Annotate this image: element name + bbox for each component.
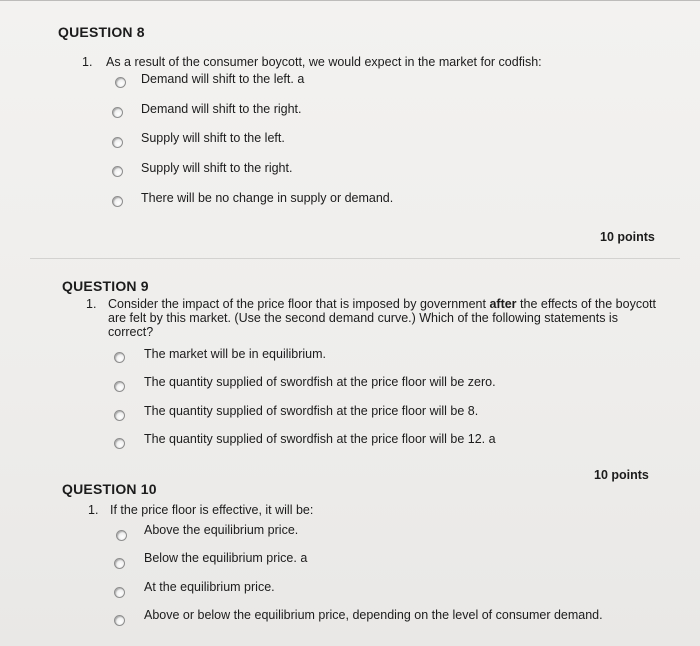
option-label: Above the equilibrium price. bbox=[144, 523, 299, 537]
radio-button[interactable] bbox=[114, 410, 125, 421]
radio-button[interactable] bbox=[114, 438, 125, 449]
question-9-text bbox=[108, 297, 668, 339]
question-9-text-line-1 bbox=[108, 297, 668, 311]
question-10-number: 1. bbox=[88, 503, 99, 517]
option-label: Below the equilibrium price. a bbox=[144, 551, 308, 565]
radio-button[interactable] bbox=[112, 107, 123, 118]
radio-button[interactable] bbox=[114, 352, 125, 363]
question-8-number: 1. bbox=[82, 55, 93, 69]
radio-button[interactable] bbox=[112, 166, 123, 177]
question-9-number: 1. bbox=[86, 297, 97, 311]
option-label: The quantity supplied of swordfish at the price floor will be zero. bbox=[144, 375, 496, 389]
option-label: At the equilibrium price. bbox=[144, 580, 275, 594]
radio-button[interactable] bbox=[114, 615, 125, 626]
emphasis-text: after bbox=[489, 297, 517, 311]
option-label: Supply will shift to the left. bbox=[141, 131, 285, 145]
option-label: The quantity supplied of swordfish at the price floor will be 12. a bbox=[144, 432, 496, 446]
radio-button[interactable] bbox=[115, 77, 126, 88]
question-9-text-line-2: are felt by this market. (Use the second demand curve.) Which of the following statements is bbox=[108, 311, 618, 325]
option-label: Demand will shift to the right. bbox=[141, 102, 302, 116]
option-label: The market will be in equilibrium. bbox=[144, 347, 327, 361]
option-label: The quantity supplied of swordfish at the price floor will be 8. bbox=[144, 404, 479, 418]
option-label: Supply will shift to the right. bbox=[141, 161, 293, 175]
question-8-points: 10 points bbox=[600, 230, 655, 244]
question-9-title: QUESTION 9 bbox=[62, 278, 149, 294]
text-segment: the effects of the boycott bbox=[516, 297, 656, 311]
radio-button[interactable] bbox=[114, 587, 125, 598]
top-border bbox=[0, 0, 700, 1]
radio-button[interactable] bbox=[112, 137, 123, 148]
question-10-text: If the price floor is effective, it will be: bbox=[110, 503, 314, 517]
radio-button[interactable] bbox=[116, 530, 127, 541]
question-10-title: QUESTION 10 bbox=[62, 481, 157, 497]
divider bbox=[30, 258, 680, 259]
option-label: Demand will shift to the left. a bbox=[141, 72, 305, 86]
question-8-title: QUESTION 8 bbox=[58, 24, 145, 40]
option-label: There will be no change in supply or demand. bbox=[141, 191, 394, 205]
text-segment: Consider the impact of the price floor that is imposed by government bbox=[108, 297, 490, 311]
question-8-text: As a result of the consumer boycott, we would expect in the market for codfish: bbox=[106, 55, 542, 69]
question-9-text-line-3: correct? bbox=[108, 325, 154, 339]
radio-button[interactable] bbox=[114, 558, 125, 569]
radio-button[interactable] bbox=[112, 196, 123, 207]
question-9-points: 10 points bbox=[594, 468, 649, 482]
radio-button[interactable] bbox=[114, 381, 125, 392]
option-label: Above or below the equilibrium price, depending on the level of consumer demand. bbox=[144, 608, 603, 622]
